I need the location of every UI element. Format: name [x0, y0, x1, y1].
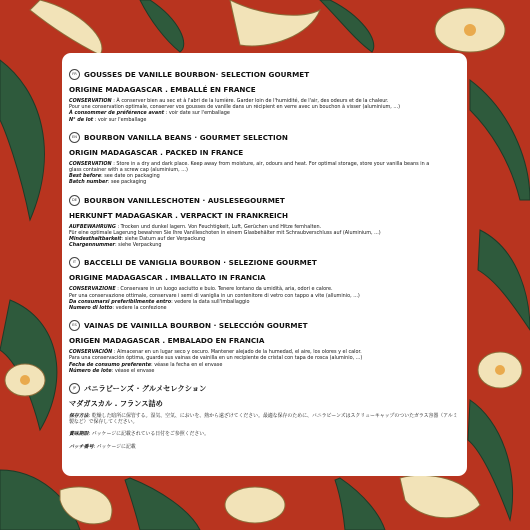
- info-line: À consommer de préférence avant : voir date sur l'emballage: [69, 110, 230, 117]
- language-flag-icon: ES: [69, 320, 80, 331]
- info-line: Pour une conservation optimale, conserver vos gousses de vanille dans un récipient en verre avec un bouchon à visser (aluminium, ...): [69, 104, 400, 111]
- product-info-card: [62, 53, 467, 476]
- info-line: CONSERVAZIONE : Conservare in un luogo asciutto e buio. Tenere lontano da umidità, aria, odori e calore.: [69, 286, 333, 293]
- info-line: Batch number: see packaging: [69, 179, 147, 186]
- section-it: [69, 257, 460, 311]
- info-line: Numero di lotto: vedere la confezione: [69, 305, 167, 312]
- info-line: Número de lote: véase el envase: [69, 367, 155, 374]
- language-flag-icon: DE: [69, 195, 80, 206]
- origin-line: ORIGIN MADAGASCAR . PACKED IN FRANCE: [69, 147, 244, 157]
- info-line: 保存方法: 乾燥した暗所に保管する。湿気、空気、においを、熱から遠ざけてください。最適な保存のために、バニラビーンズはスクリューキャップのついたガラス容器（アルミ製など）で保存してください。: [69, 413, 458, 426]
- section-header: [69, 69, 460, 80]
- info-line: Chargennummer: siehe Verpackung: [69, 242, 162, 249]
- language-flag-icon: JP: [69, 383, 80, 394]
- language-flag-icon: FR: [69, 69, 80, 80]
- section-es: [69, 320, 460, 374]
- origin-line: ORIGINE MADAGASCAR . EMBALLÉ EN FRANCE: [69, 85, 256, 94]
- info-line: Per una conservazione ottimale, conservare i semi di vaniglia in un contenitore di vetro con tappo a vite (alluminio, ...): [69, 292, 360, 299]
- section-title: GOUSSES DE VANILLE BOURBON· SELECTION GOURMET: [84, 70, 310, 79]
- section-de: [69, 195, 460, 249]
- section-header: [69, 320, 460, 331]
- info-line: Para una conservación óptima, guarde sus vainas de vainilla en un recipiente de cristal con tapa de rosca (aluminio, ...): [69, 355, 363, 362]
- section-header: [69, 257, 460, 268]
- origin-line: ORIGINE MADAGASCAR . IMBALLATO IN FRANCIA: [69, 273, 266, 283]
- info-line: Best before: see date on packaging: [69, 173, 160, 180]
- origin-line: マダガスカル . フランス詰め: [69, 399, 163, 409]
- info-line: 賞味期限: パッケージに記載されている日付をご参照ください。: [69, 431, 210, 438]
- origin-line: ORIGEN MADAGASCAR . EMBALADO EN FRANCIA: [69, 336, 265, 346]
- info-line: glass container with a screw cap (aluminium, ...): [69, 167, 188, 174]
- info-line: Da consumarsi preferibilmente entro: vedere la data sull'imballaggio: [69, 298, 250, 305]
- info-line: AUFBEWAHRUNG : Trocken und dunkel lagern. Von Feuchtigkeit, Luft, Gerüchen und Hitze fernhalten.: [69, 223, 322, 230]
- section-title: バニラビーンズ · グルメセレクション: [84, 383, 207, 393]
- section-title: VAINAS DE VAINILLA BOURBON · SELECCIÓN GOURMET: [84, 321, 308, 331]
- language-flag-icon: IT: [69, 257, 80, 268]
- section-title: BOURBON VANILLESCHOTEN · AUSLESEGOURMET: [84, 195, 285, 205]
- info-line: CONSERVACIÓN : Almacenar en un lugar seco y oscuro. Mantener alejado de la humedad, el aire, los olores y el calor.: [69, 349, 362, 356]
- info-line: Mindesthaltbarkeit: siehe Datum auf der Verpackung: [69, 236, 206, 243]
- info-line: N° de lot : voir sur l'emballage: [69, 116, 147, 123]
- section-fr: [69, 69, 460, 123]
- origin-line: HERKUNFT MADAGASKAR . VERPACKT IN FRANKREICH: [69, 210, 288, 220]
- section-title: BACCELLI DE VANIGLIA BOURBON · SELEZIONE GOURMET: [84, 258, 317, 268]
- section-header: [69, 132, 460, 143]
- section-jp: [69, 383, 460, 450]
- info-line: バッチ番号: パッケージに記載: [69, 443, 136, 450]
- info-line: Fecha de consumo preferente: véase la fecha en el envase: [69, 361, 223, 368]
- section-header: [69, 195, 460, 206]
- language-flag-icon: EN: [69, 132, 80, 143]
- section-header: [69, 383, 460, 394]
- info-line: Für eine optimale Lagerung bewahren Sie Ihre Vanilleschoten in einem Glasbehälter mit Schraubverschluss auf (Aluminium, ...): [69, 229, 381, 236]
- info-line: CONSERVATION : Store in a dry and dark place. Keep away from moisture, air, odours and heat. For optimal storage, store your vanilla beans in a: [69, 160, 430, 167]
- section-en: [69, 132, 460, 186]
- info-line: CONSERVATION : À conserver bien au sec et à l'abri de la lumière. Garder loin de l'humidité, de l'air, des odeurs et de la chaleur.: [69, 98, 389, 104]
- section-title: BOURBON VANILLA BEANS · GOURMET SELECTION: [84, 132, 288, 142]
